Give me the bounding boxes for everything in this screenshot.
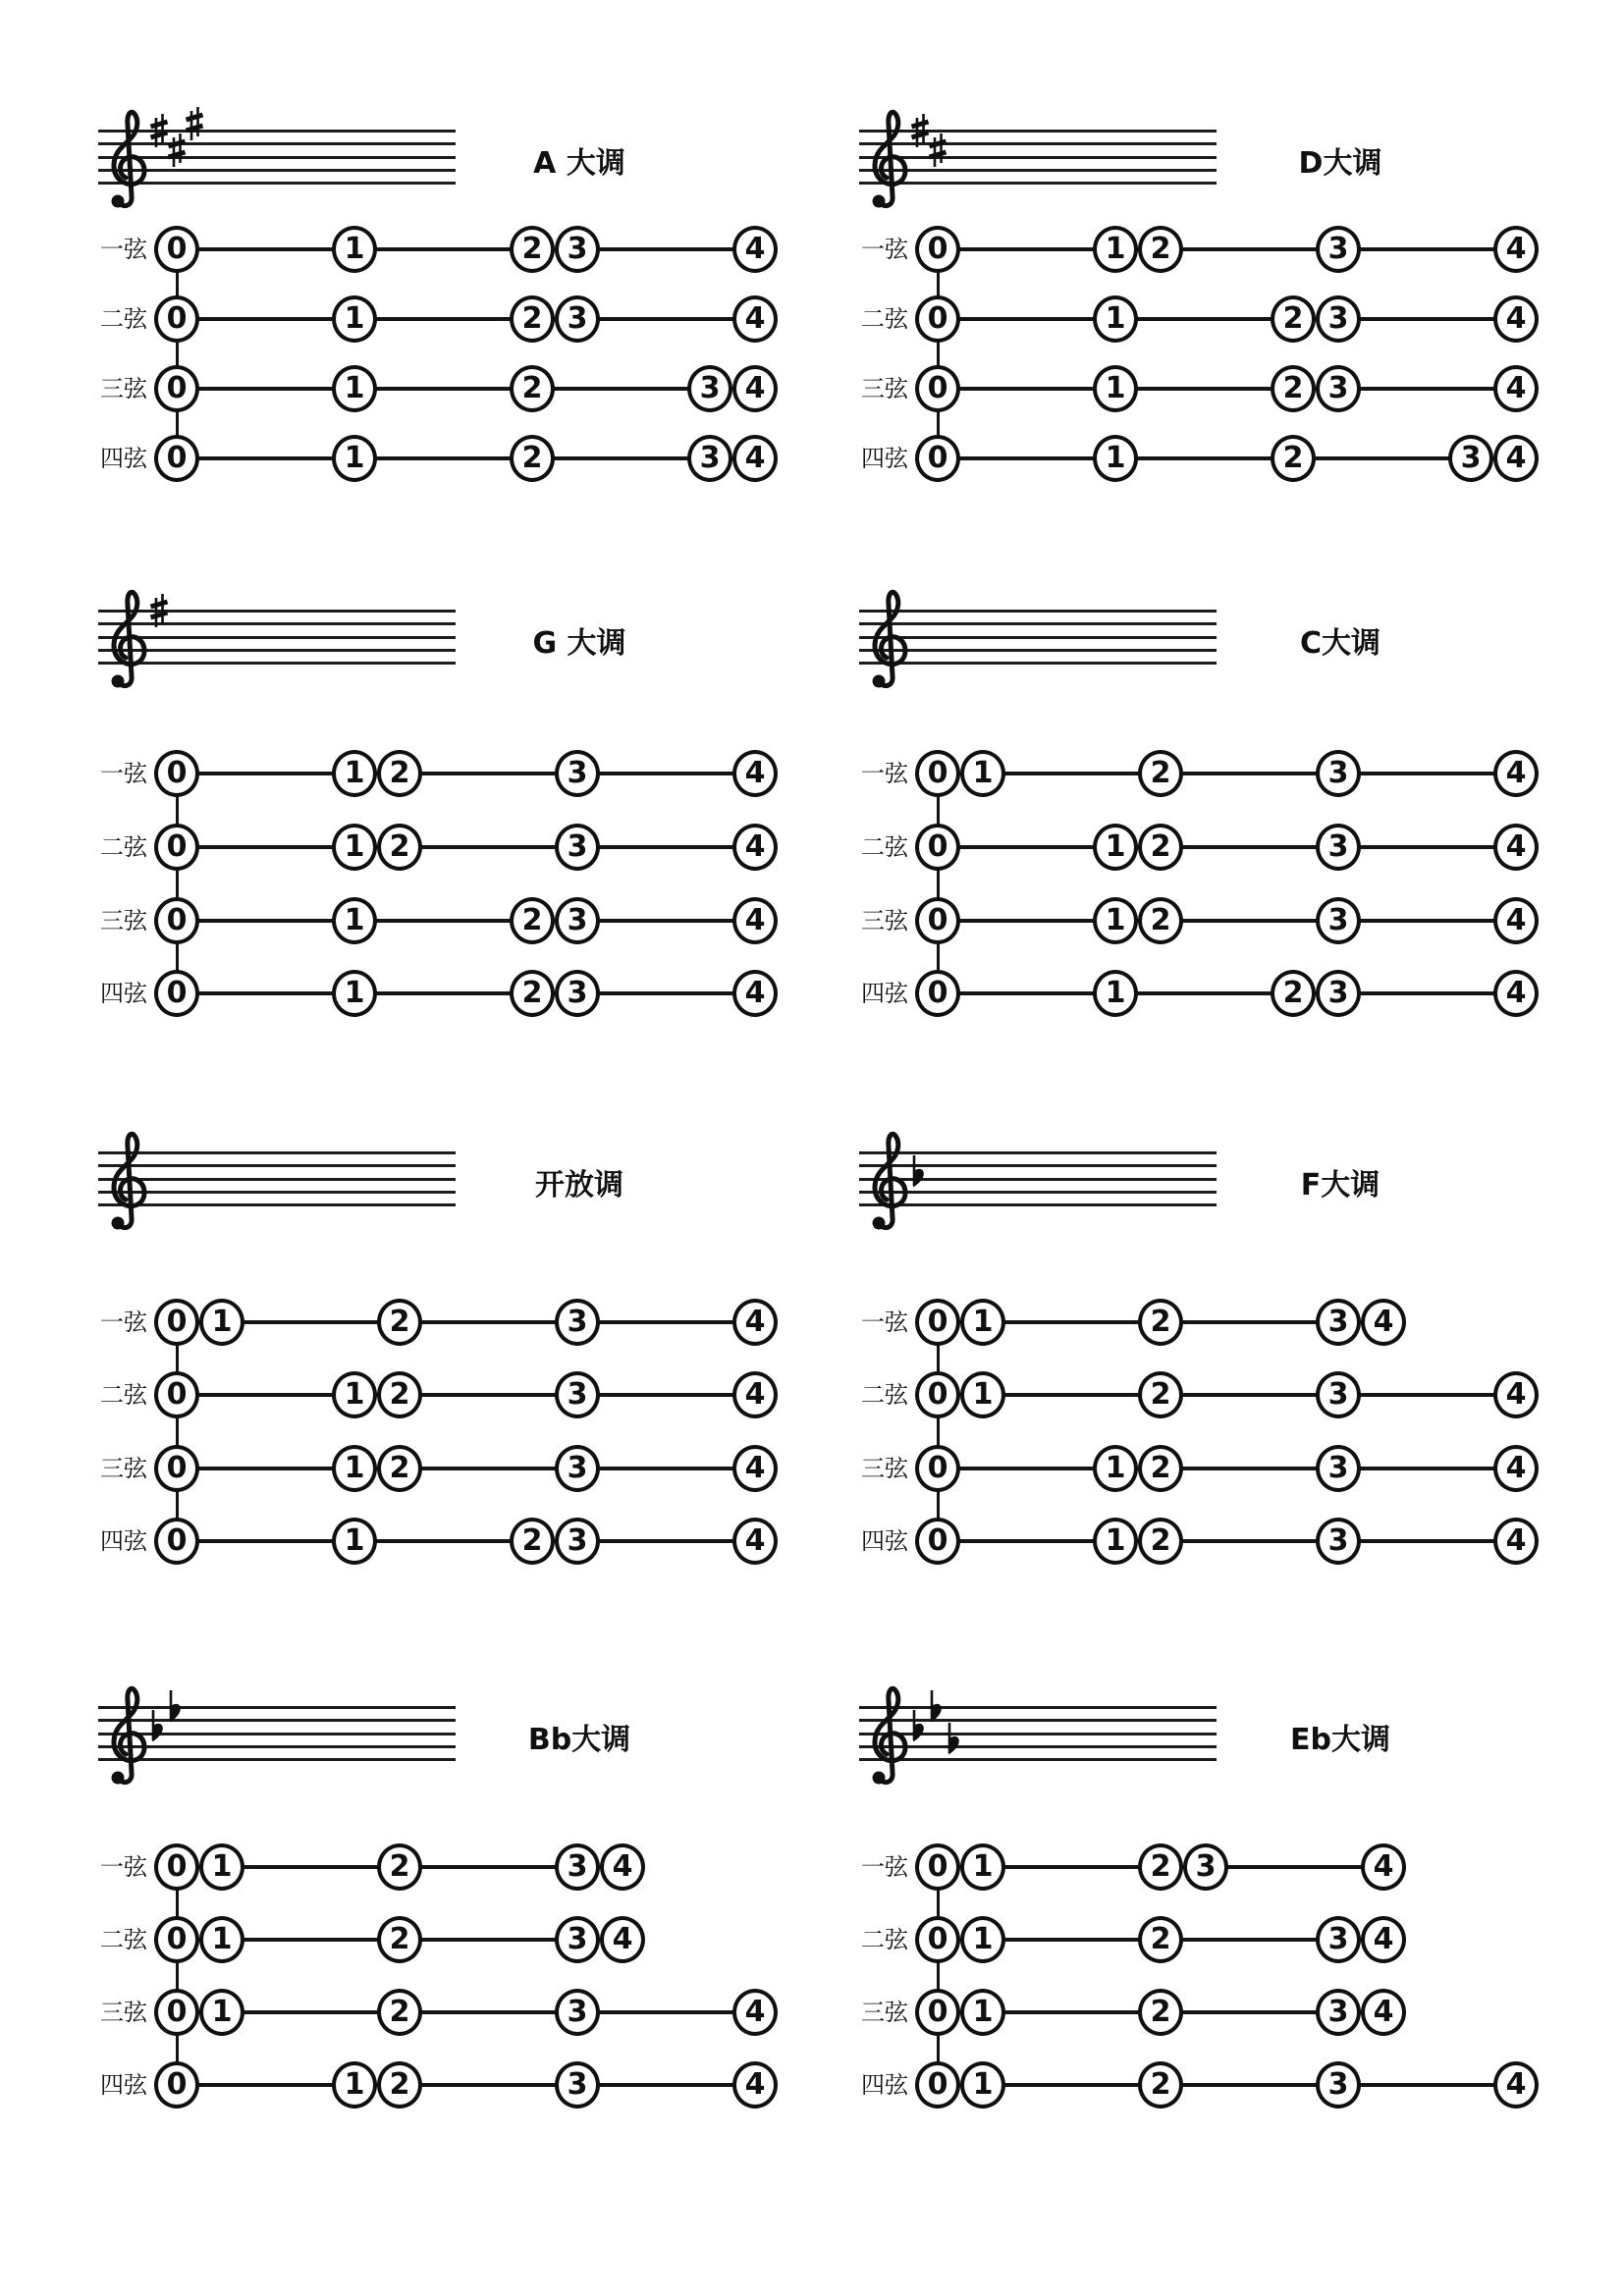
treble-clef-icon xyxy=(865,1678,908,1795)
string-label: 四弦 xyxy=(861,2071,908,2099)
finger-circle: 3 xyxy=(555,1843,600,1891)
finger-circle: 3 xyxy=(555,897,600,944)
string-line xyxy=(938,1393,1516,1397)
finger-circle: 1 xyxy=(1093,1518,1138,1565)
finger-circle: 4 xyxy=(1493,1518,1539,1565)
finger-circle: 0 xyxy=(915,1989,960,2036)
finger-circle: 4 xyxy=(1361,1989,1406,2036)
open-string-connector xyxy=(176,774,179,993)
string-line xyxy=(938,772,1516,775)
string-label: 二弦 xyxy=(100,1381,147,1409)
staff-line xyxy=(98,1191,456,1194)
finger-circle: 4 xyxy=(1493,750,1539,797)
finger-circle: 2 xyxy=(1138,1299,1183,1346)
finger-circle: 0 xyxy=(154,1989,199,2036)
panel-title: A 大调 xyxy=(533,146,625,181)
staff-line xyxy=(859,636,1217,639)
finger-circle: 3 xyxy=(1316,897,1361,944)
finger-circle: 0 xyxy=(915,1299,960,1346)
sharp-icon xyxy=(149,112,169,149)
string-line xyxy=(938,919,1516,923)
finger-circle: 0 xyxy=(915,2061,960,2109)
finger-circle: 2 xyxy=(1138,1843,1183,1891)
finger-circle: 1 xyxy=(332,897,377,944)
finger-circle: 0 xyxy=(154,824,199,871)
finger-circle: 2 xyxy=(377,1371,422,1418)
string-line xyxy=(938,456,1516,460)
finger-circle: 2 xyxy=(377,1445,422,1492)
finger-circle: 3 xyxy=(1316,1299,1361,1346)
string-label: 四弦 xyxy=(100,445,147,472)
staff-line xyxy=(98,636,456,639)
string-label: 二弦 xyxy=(861,305,908,333)
finger-circle: 1 xyxy=(1093,365,1138,412)
finger-circle: 1 xyxy=(1093,226,1138,273)
finger-circle: 4 xyxy=(732,897,778,944)
finger-circle: 1 xyxy=(960,1989,1005,2036)
finger-circle: 3 xyxy=(1316,365,1361,412)
finger-circle: 4 xyxy=(732,1299,778,1346)
finger-circle: 4 xyxy=(732,435,778,482)
treble-clef-icon xyxy=(865,1123,908,1241)
finger-circle: 0 xyxy=(154,1916,199,1963)
string-line xyxy=(938,845,1516,849)
finger-circle: 4 xyxy=(732,1989,778,2036)
string-line xyxy=(938,991,1516,995)
sharp-icon xyxy=(149,592,169,629)
treble-clef-icon xyxy=(104,1123,147,1241)
finger-circle: 0 xyxy=(154,897,199,944)
open-string-connector xyxy=(176,249,179,458)
finger-circle: 1 xyxy=(1093,970,1138,1017)
finger-circle: 0 xyxy=(915,897,960,944)
finger-circle: 2 xyxy=(1138,1371,1183,1418)
finger-circle: 1 xyxy=(199,1916,244,1963)
string-line xyxy=(177,1320,755,1324)
string-label: 二弦 xyxy=(861,833,908,861)
finger-circle: 3 xyxy=(687,435,732,482)
finger-circle: 1 xyxy=(1093,435,1138,482)
finger-circle: 1 xyxy=(332,750,377,797)
finger-circle: 4 xyxy=(732,2061,778,2109)
finger-circle: 4 xyxy=(1493,295,1539,343)
string-line xyxy=(177,991,755,995)
finger-circle: 4 xyxy=(1493,435,1539,482)
string-label: 三弦 xyxy=(861,1999,908,2026)
string-label: 四弦 xyxy=(100,980,147,1007)
string-label: 一弦 xyxy=(861,236,908,263)
string-label: 一弦 xyxy=(100,1308,147,1336)
flat-icon xyxy=(167,1688,183,1728)
finger-circle: 3 xyxy=(1316,970,1361,1017)
flat-icon xyxy=(928,1688,944,1728)
staff-line xyxy=(98,1203,456,1206)
finger-circle: 0 xyxy=(154,1299,199,1346)
staff-line xyxy=(859,1758,1217,1761)
finger-circle: 1 xyxy=(1093,824,1138,871)
finger-circle: 1 xyxy=(332,435,377,482)
finger-circle: 2 xyxy=(1138,897,1183,944)
open-string-connector xyxy=(176,1867,179,2085)
string-line xyxy=(177,1393,755,1397)
finger-circle: 0 xyxy=(915,295,960,343)
staff-line xyxy=(859,182,1217,185)
finger-circle: 4 xyxy=(1493,970,1539,1017)
finger-circle: 1 xyxy=(960,1299,1005,1346)
finger-circle: 1 xyxy=(1093,1445,1138,1492)
finger-circle: 3 xyxy=(555,970,600,1017)
string-label: 一弦 xyxy=(100,760,147,787)
string-label: 二弦 xyxy=(861,1381,908,1409)
finger-circle: 2 xyxy=(1138,824,1183,871)
string-label: 二弦 xyxy=(100,833,147,861)
finger-circle: 2 xyxy=(510,226,555,273)
staff-line xyxy=(859,169,1217,172)
staff-line xyxy=(859,610,1217,613)
finger-circle: 0 xyxy=(154,295,199,343)
finger-circle: 3 xyxy=(555,1445,600,1492)
finger-circle: 4 xyxy=(732,1518,778,1565)
finger-circle: 3 xyxy=(1316,1445,1361,1492)
staff-line xyxy=(98,182,456,185)
finger-circle: 4 xyxy=(732,750,778,797)
string-label: 三弦 xyxy=(861,375,908,402)
open-string-connector xyxy=(176,1322,179,1541)
finger-circle: 1 xyxy=(332,295,377,343)
string-label: 一弦 xyxy=(100,1853,147,1881)
finger-circle: 1 xyxy=(332,824,377,871)
finger-circle: 2 xyxy=(510,295,555,343)
finger-circle: 2 xyxy=(1138,2061,1183,2109)
open-string-connector xyxy=(937,1867,940,2085)
finger-circle: 4 xyxy=(732,226,778,273)
staff-line xyxy=(98,662,456,665)
finger-circle: 1 xyxy=(332,970,377,1017)
finger-circle: 3 xyxy=(555,1989,600,2036)
finger-circle: 0 xyxy=(915,1371,960,1418)
string-line xyxy=(177,456,755,460)
staff-line xyxy=(859,622,1217,625)
finger-circle: 3 xyxy=(1183,1843,1228,1891)
finger-circle: 0 xyxy=(154,1518,199,1565)
finger-circle: 1 xyxy=(199,1299,244,1346)
finger-circle: 4 xyxy=(1493,897,1539,944)
string-label: 三弦 xyxy=(861,907,908,934)
string-label: 三弦 xyxy=(100,1455,147,1482)
string-line xyxy=(938,317,1516,321)
string-line xyxy=(177,387,755,391)
finger-circle: 0 xyxy=(154,2061,199,2109)
staff-line xyxy=(98,1758,456,1761)
flat-icon xyxy=(910,1708,926,1747)
finger-circle: 3 xyxy=(555,1371,600,1418)
finger-circle: 0 xyxy=(154,226,199,273)
finger-circle: 3 xyxy=(555,750,600,797)
string-line xyxy=(938,1539,1516,1543)
finger-circle: 4 xyxy=(1361,1299,1406,1346)
finger-circle: 0 xyxy=(915,824,960,871)
open-string-connector xyxy=(937,1322,940,1541)
finger-circle: 4 xyxy=(732,970,778,1017)
finger-circle: 2 xyxy=(1271,295,1316,343)
string-label: 二弦 xyxy=(861,1926,908,1953)
finger-circle: 4 xyxy=(1493,2061,1539,2109)
string-line xyxy=(177,1467,755,1470)
finger-circle: 1 xyxy=(1093,897,1138,944)
finger-circle: 2 xyxy=(1138,750,1183,797)
finger-circle: 4 xyxy=(1493,824,1539,871)
finger-circle: 4 xyxy=(732,295,778,343)
finger-circle: 4 xyxy=(600,1916,645,1963)
staff-line xyxy=(98,1164,456,1167)
finger-circle: 4 xyxy=(1361,1843,1406,1891)
panel-title: C大调 xyxy=(1299,626,1381,661)
panel-title: Bb大调 xyxy=(527,1723,631,1757)
finger-circle: 4 xyxy=(1493,365,1539,412)
sharp-icon xyxy=(910,112,930,149)
finger-circle: 2 xyxy=(377,1843,422,1891)
finger-circle: 3 xyxy=(1316,2061,1361,2109)
staff-line xyxy=(98,649,456,652)
staff-line xyxy=(859,156,1217,159)
staff-line xyxy=(98,169,456,172)
finger-circle: 0 xyxy=(154,750,199,797)
string-line xyxy=(177,2010,755,2014)
finger-circle: 3 xyxy=(687,365,732,412)
panel-title: F大调 xyxy=(1300,1168,1380,1202)
finger-circle: 2 xyxy=(377,1299,422,1346)
staff-line xyxy=(859,1203,1217,1206)
finger-circle: 1 xyxy=(332,1445,377,1492)
finger-circle: 2 xyxy=(510,897,555,944)
string-label: 三弦 xyxy=(100,375,147,402)
string-line xyxy=(177,919,755,923)
finger-circle: 2 xyxy=(377,1989,422,2036)
string-label: 一弦 xyxy=(100,236,147,263)
string-line xyxy=(938,1467,1516,1470)
string-label: 四弦 xyxy=(100,1527,147,1555)
string-label: 四弦 xyxy=(861,980,908,1007)
string-label: 三弦 xyxy=(861,1455,908,1482)
treble-clef-icon xyxy=(104,1678,147,1795)
finger-circle: 0 xyxy=(154,435,199,482)
finger-circle: 0 xyxy=(915,365,960,412)
finger-circle: 0 xyxy=(915,750,960,797)
string-line xyxy=(938,387,1516,391)
staff-line xyxy=(98,1151,456,1154)
finger-circle: 2 xyxy=(510,365,555,412)
finger-circle: 2 xyxy=(1271,435,1316,482)
finger-circle: 3 xyxy=(555,295,600,343)
finger-circle: 4 xyxy=(732,1371,778,1418)
finger-circle: 1 xyxy=(332,1371,377,1418)
finger-circle: 4 xyxy=(1493,1445,1539,1492)
finger-circle: 2 xyxy=(1271,970,1316,1017)
finger-circle: 3 xyxy=(1316,1916,1361,1963)
finger-circle: 3 xyxy=(1316,226,1361,273)
string-label: 四弦 xyxy=(861,445,908,472)
finger-circle: 3 xyxy=(555,1299,600,1346)
string-label: 一弦 xyxy=(861,1308,908,1336)
finger-circle: 2 xyxy=(377,2061,422,2109)
finger-circle: 1 xyxy=(332,1518,377,1565)
finger-circle: 1 xyxy=(199,1843,244,1891)
panel-title: 开放调 xyxy=(535,1168,623,1202)
finger-circle: 0 xyxy=(915,1843,960,1891)
finger-circle: 3 xyxy=(555,1518,600,1565)
finger-circle: 3 xyxy=(1316,1371,1361,1418)
string-line xyxy=(177,1539,755,1543)
string-label: 三弦 xyxy=(100,907,147,934)
panel-title: G 大调 xyxy=(532,626,626,661)
string-line xyxy=(177,845,755,849)
string-line xyxy=(177,2083,755,2087)
finger-circle: 0 xyxy=(154,970,199,1017)
sharp-icon xyxy=(185,105,204,142)
string-line xyxy=(938,2083,1516,2087)
finger-circle: 0 xyxy=(915,1445,960,1492)
flat-icon xyxy=(946,1721,961,1760)
string-label: 二弦 xyxy=(100,305,147,333)
finger-circle: 0 xyxy=(154,1843,199,1891)
string-label: 一弦 xyxy=(861,1853,908,1881)
sharp-icon xyxy=(167,132,187,169)
open-string-connector xyxy=(937,774,940,993)
string-label: 二弦 xyxy=(100,1926,147,1953)
finger-circle: 3 xyxy=(555,824,600,871)
finger-circle: 3 xyxy=(1316,1518,1361,1565)
string-label: 三弦 xyxy=(100,1999,147,2026)
finger-circle: 1 xyxy=(960,2061,1005,2109)
finger-circle: 0 xyxy=(915,1916,960,1963)
finger-circle: 1 xyxy=(332,365,377,412)
string-line xyxy=(177,317,755,321)
finger-circle: 1 xyxy=(332,2061,377,2109)
finger-circle: 0 xyxy=(915,226,960,273)
string-line xyxy=(177,772,755,775)
finger-circle: 3 xyxy=(1316,750,1361,797)
finger-circle: 0 xyxy=(154,365,199,412)
finger-circle: 3 xyxy=(555,226,600,273)
sharp-icon xyxy=(928,132,947,169)
finger-circle: 3 xyxy=(1316,1989,1361,2036)
treble-clef-icon xyxy=(865,581,908,699)
finger-circle: 2 xyxy=(510,435,555,482)
finger-circle: 2 xyxy=(1138,1989,1183,2036)
finger-circle: 4 xyxy=(600,1843,645,1891)
finger-circle: 4 xyxy=(732,365,778,412)
finger-circle: 1 xyxy=(960,1843,1005,1891)
panel-title: D大调 xyxy=(1298,146,1382,181)
treble-clef-icon xyxy=(104,581,147,699)
finger-circle: 0 xyxy=(915,1518,960,1565)
finger-circle: 3 xyxy=(1448,435,1493,482)
finger-circle: 4 xyxy=(732,824,778,871)
finger-circle: 1 xyxy=(960,1916,1005,1963)
finger-circle: 0 xyxy=(915,435,960,482)
finger-circle: 4 xyxy=(1493,226,1539,273)
finger-circle: 2 xyxy=(377,824,422,871)
staff-line xyxy=(859,649,1217,652)
finger-circle: 0 xyxy=(915,970,960,1017)
finger-circle: 2 xyxy=(1271,365,1316,412)
finger-circle: 3 xyxy=(1316,824,1361,871)
finger-circle: 3 xyxy=(555,1916,600,1963)
finger-circle: 2 xyxy=(1138,1916,1183,1963)
staff-line xyxy=(98,156,456,159)
finger-circle: 2 xyxy=(510,970,555,1017)
string-label: 四弦 xyxy=(100,2071,147,2099)
finger-circle: 4 xyxy=(732,1445,778,1492)
open-string-connector xyxy=(937,249,940,458)
finger-circle: 2 xyxy=(1138,226,1183,273)
string-label: 一弦 xyxy=(861,760,908,787)
finger-circle: 2 xyxy=(1138,1518,1183,1565)
staff-line xyxy=(98,1178,456,1181)
finger-circle: 2 xyxy=(510,1518,555,1565)
string-line xyxy=(938,247,1516,251)
finger-circle: 1 xyxy=(332,226,377,273)
staff-line xyxy=(859,662,1217,665)
finger-circle: 2 xyxy=(1138,1445,1183,1492)
flat-icon xyxy=(149,1708,165,1747)
finger-circle: 3 xyxy=(555,2061,600,2109)
finger-circle: 4 xyxy=(1361,1916,1406,1963)
flat-icon xyxy=(910,1153,926,1193)
finger-circle: 1 xyxy=(960,750,1005,797)
treble-clef-icon xyxy=(104,101,147,219)
finger-circle: 4 xyxy=(1493,1371,1539,1418)
finger-circle: 2 xyxy=(377,1916,422,1963)
finger-circle: 0 xyxy=(154,1445,199,1492)
finger-circle: 1 xyxy=(960,1371,1005,1418)
string-label: 四弦 xyxy=(861,1527,908,1555)
string-line xyxy=(177,247,755,251)
finger-circle: 2 xyxy=(377,750,422,797)
finger-circle: 1 xyxy=(1093,295,1138,343)
panel-title: Eb大调 xyxy=(1290,1723,1390,1757)
finger-circle: 0 xyxy=(154,1371,199,1418)
finger-circle: 1 xyxy=(199,1989,244,2036)
treble-clef-icon xyxy=(865,101,908,219)
finger-circle: 3 xyxy=(1316,295,1361,343)
